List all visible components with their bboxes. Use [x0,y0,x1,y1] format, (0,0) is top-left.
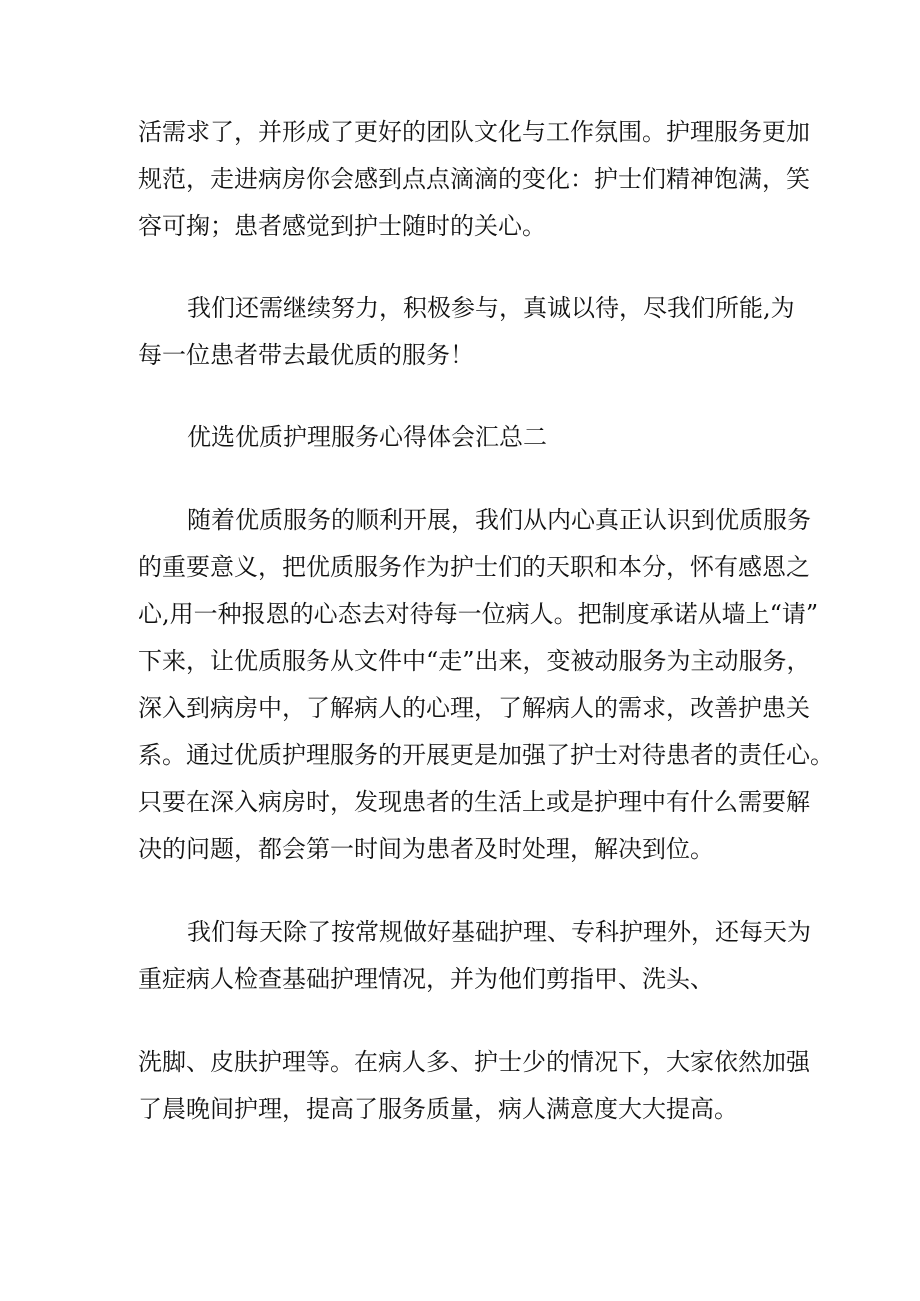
paragraph-1-line-3: 容可掬；患者感觉到护士随时的关心。 [138,212,546,240]
paragraph-3-line-7: 只要在深入病房时，发现患者的生活上或是护理中有什么需要解 [138,788,810,816]
section-heading: 优选优质护理服务心得体会汇总二 [187,423,547,451]
paragraph-4-line-1: 我们每天除了按常规做好基础护理、专科护理外，还每天为 [187,918,811,946]
paragraph-3-line-8: 决的问题，都会第一时间为患者及时处理，解决到位。 [138,835,714,863]
paragraph-5-line-2: 了晨晚间护理，提高了服务质量，病人满意度大大提高。 [138,1095,738,1123]
paragraph-4-line-2: 重症病人检查基础护理情况，并为他们剪指甲、洗头、 [138,965,714,993]
paragraph-3-line-2: 的重要意义，把优质服务作为护士们的天职和本分，怀有感恩之 [138,553,810,581]
paragraph-3-line-5: 深入到病房中，了解病人的心理，了解病人的需求，改善护患关 [138,694,810,722]
paragraph-3-line-4: 下来，让优质服务从文件中“走”出来，变被动服务为主动服务， [138,647,811,675]
paragraph-3-line-1: 随着优质服务的顺利开展，我们从内心真正认识到优质服务 [187,506,811,534]
paragraph-5-line-1: 洗脚、皮肤护理等。在病人多、护士少的情况下，大家依然加强 [138,1048,810,1076]
paragraph-1-line-2: 规范，走进病房你会感到点点滴滴的变化：护士们精神饱满，笑 [138,165,810,193]
paragraph-2-line-1: 我们还需继续努力，积极参与，真诚以待，尽我们所能,为 [187,294,795,322]
paragraph-3-line-6: 系。通过优质护理服务的开展更是加强了护士对待患者的责任心。 [138,741,834,769]
paragraph-3-line-3: 心,用一种报恩的心态去对待每一位病人。把制度承诺从墙上“请” [138,600,819,628]
paragraph-1-line-1: 活需求了，并形成了更好的团队文化与工作氛围。护理服务更加 [138,118,810,146]
paragraph-2-line-2: 每一位患者带去最优质的服务！ [138,341,474,369]
